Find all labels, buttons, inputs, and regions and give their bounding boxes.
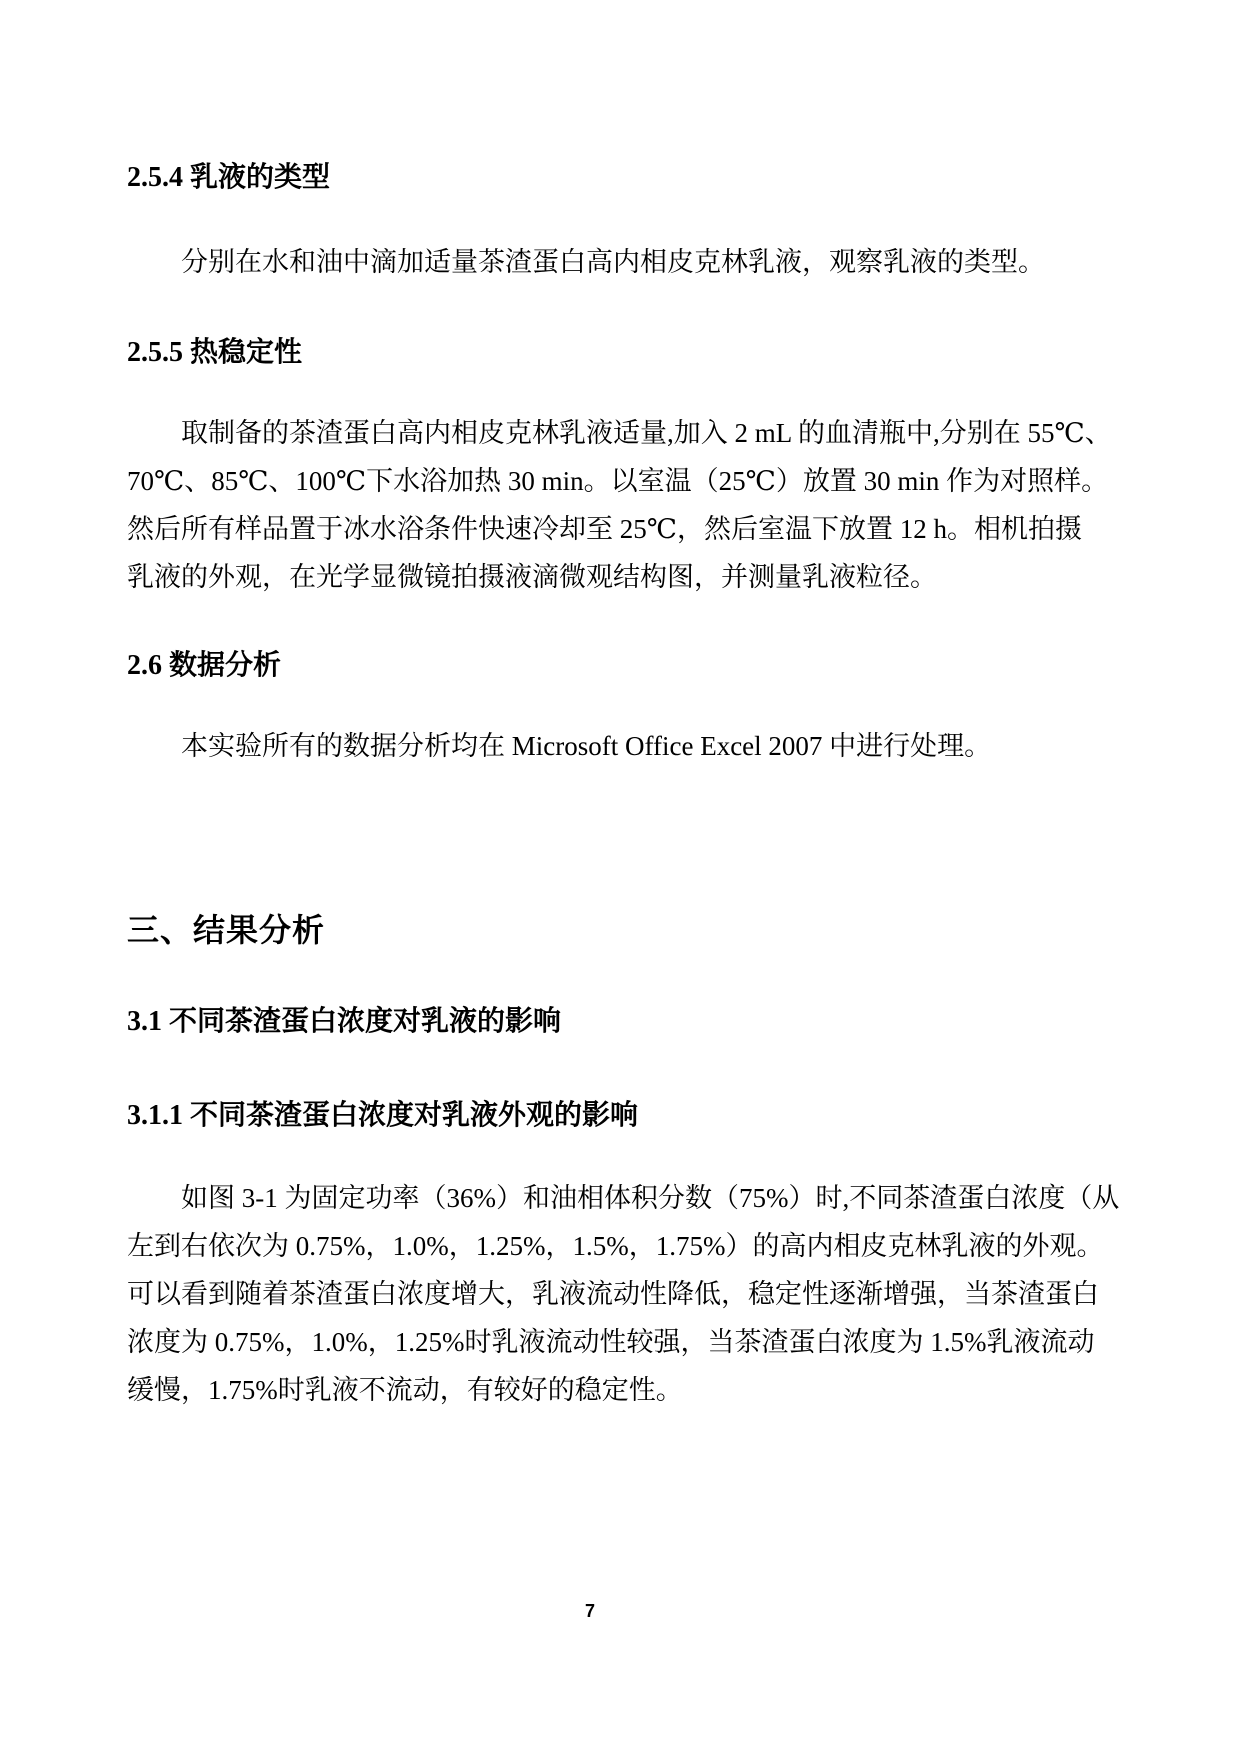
section-heading-3-1-1: 3.1.1 不同茶渣蛋白浓度对乳液外观的影响: [127, 1100, 639, 1131]
text-line: 缓慢，1.75%时乳液不流动，有较好的稳定性。: [127, 1375, 683, 1405]
text-line: 取制备的茶渣蛋白高内相皮克林乳液适量,加入 2 mL 的血清瓶中,分别在 55℃、: [181, 418, 1112, 448]
text-line: 可以看到随着茶渣蛋白浓度增大，乳液流动性降低，稳定性逐渐增强，当茶渣蛋白: [127, 1279, 1099, 1309]
section-heading-2-6: 2.6 数据分析: [127, 650, 282, 681]
paragraph-thermal-stability: [127, 409, 1117, 601]
text-line: 如图 3-1 为固定功率（36%）和油相体积分数（75%）时,不同茶渣蛋白浓度（从: [181, 1183, 1120, 1213]
text-line: 左到右依次为 0.75%，1.0%，1.25%，1.5%，1.75%）的高内相皮克林乳液的外观。: [127, 1231, 1104, 1261]
text-line: 然后所有样品置于冰水浴条件快速冷却至 25℃，然后室温下放置 12 h。相机拍摄: [127, 514, 1082, 544]
text-line: 浓度为 0.75%，1.0%，1.25%时乳液流动性较强，当茶渣蛋白浓度为 1.5%乳液流动: [127, 1327, 1095, 1357]
section-heading-3-1: 3.1 不同茶渣蛋白浓度对乳液的影响: [127, 1006, 562, 1037]
chapter-heading-3: 三、结果分析: [127, 912, 326, 948]
paragraph-data-analysis: 本实验所有的数据分析均在 Microsoft Office Excel 2007 中进行处理。: [181, 731, 992, 761]
paragraph-emulsion-type: 分别在水和油中滴加适量茶渣蛋白高内相皮克林乳液，观察乳液的类型。: [181, 247, 1045, 277]
section-heading-2-5-4: 2.5.4 乳液的类型: [127, 162, 331, 193]
text-line: 70℃、85℃、100℃下水浴加热 30 min。以室温（25℃）放置 30 min 作为对照样。: [127, 466, 1109, 496]
text-line: 乳液的外观，在光学显微镜拍摄液滴微观结构图，并测量乳液粒径。: [127, 562, 937, 592]
paragraph-appearance-results: [127, 1174, 1120, 1414]
page-number: 7: [584, 1601, 595, 1621]
section-heading-2-5-5: 2.5.5 热稳定性: [127, 337, 303, 368]
